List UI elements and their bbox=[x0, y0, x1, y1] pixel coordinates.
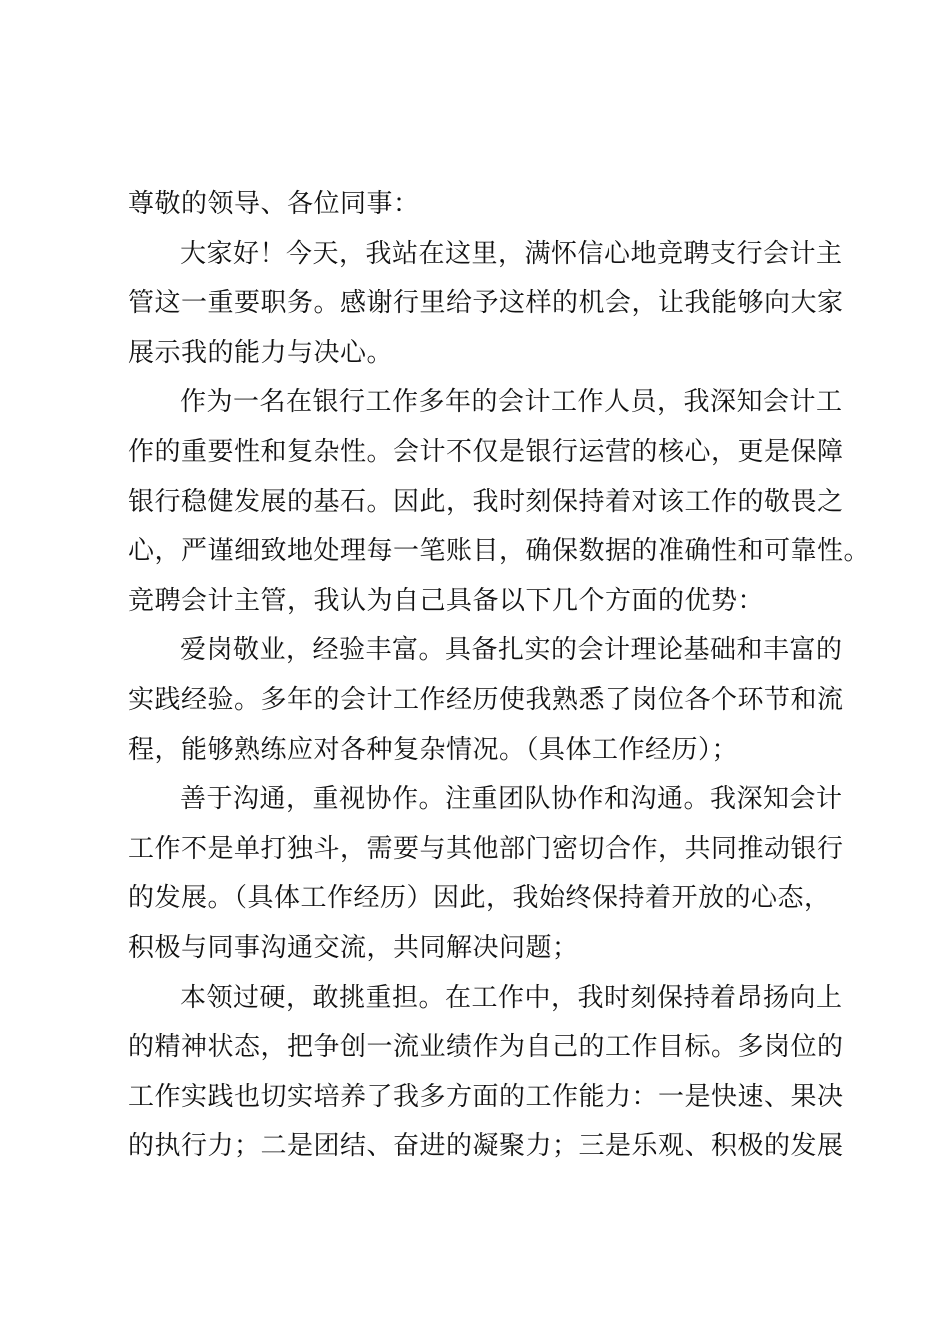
text-line: 程，能够熟练应对各种复杂情况。（具体工作经历）； bbox=[128, 734, 739, 765]
text-line: 展示我的能力与决心。 bbox=[128, 337, 394, 368]
text-line: 的精神状态，把争创一流业绩作为自己的工作目标。多岗位的 bbox=[128, 1032, 844, 1063]
text-line: 工作实践也切实培养了我多方面的工作能力：一是快速、果决 bbox=[128, 1081, 844, 1112]
text-line: 的发展。（具体工作经历）因此，我始终保持着开放的心态， bbox=[128, 883, 831, 914]
text-line: 的执行力；二是团结、奋进的凝聚力；三是乐观、积极的发展 bbox=[128, 1131, 844, 1162]
text-line: 作的重要性和复杂性。会计不仅是银行运营的核心，更是保障 bbox=[128, 436, 844, 467]
text-line: 银行稳健发展的基石。因此，我时刻保持着对该工作的敬畏之 bbox=[128, 486, 844, 517]
text-line: 善于沟通，重视协作。注重团队协作和沟通。我深知会计 bbox=[180, 784, 843, 815]
text-line: 竞聘会计主管，我认为自己具备以下几个方面的优势： bbox=[128, 585, 765, 616]
text-line: 爱岗敬业，经验丰富。具备扎实的会计理论基础和丰富的 bbox=[180, 635, 843, 666]
document-body bbox=[128, 180, 871, 1172]
text-line: 作为一名在银行工作多年的会计工作人员，我深知会计工 bbox=[180, 387, 843, 418]
text-line: 大家好！今天，我站在这里，满怀信心地竞聘支行会计主 bbox=[180, 238, 843, 269]
text-line: 管这一重要职务。感谢行里给予这样的机会，让我能够向大家 bbox=[128, 288, 844, 319]
salutation-line: 尊敬的领导、各位同事： bbox=[128, 189, 420, 219]
text-line: 工作不是单打独斗，需要与其他部门密切合作，共同推动银行 bbox=[128, 833, 844, 864]
text-line: 本领过硬，敢挑重担。在工作中，我时刻保持着昂扬向上 bbox=[180, 982, 843, 1013]
text-line: 实践经验。多年的会计工作经历使我熟悉了岗位各个环节和流 bbox=[128, 684, 844, 715]
text-line: 心，严谨细致地处理每一笔账目，确保数据的准确性和可靠性。 bbox=[128, 536, 871, 567]
text-line: 积极与同事沟通交流，共同解决问题； bbox=[128, 932, 579, 963]
